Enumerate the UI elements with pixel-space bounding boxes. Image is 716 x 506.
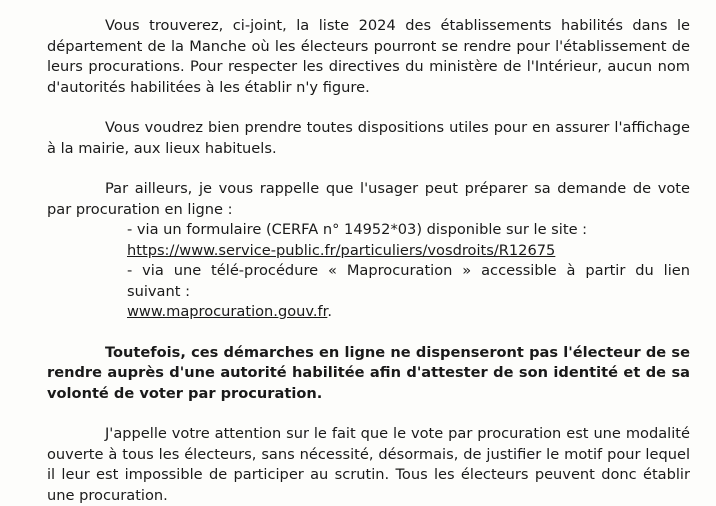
list-item-teleprocedure-suffix: . (327, 303, 332, 320)
procuration-methods-list (127, 220, 690, 323)
list-item-formulaire (127, 220, 690, 261)
paragraph-liste-etablissements: Vous trouverez, ci-joint, la liste 2024 des établissements habilités dans le département de la Manche où les électeurs pourront se rendre pour l'établissement de leurs procurations. Pour respecter les directives du ministère de l'Intérieur, aucun nom d'autorités habilitées à les établir n'y figure. (47, 17, 690, 96)
list-item-teleprocedure (127, 261, 690, 323)
list-item-teleprocedure-text: - via une télé-procédure « Maprocuration » accessible à partir du lien suivant : (127, 262, 690, 300)
service-public-link[interactable]: https://www.service-public.fr/particuliers/vosdroits/R12675 (127, 241, 556, 259)
paragraph-modalite: J'appelle votre attention sur le fait que le vote par procuration est une modalité ouverte à tous les électeurs, sans nécessité, désormais, de justifier le motif pour lequel il leur est impossible de participer au scrutin. Tous les électeurs peuvent donc établir une procuration. (47, 425, 690, 504)
list-item-formulaire-text: - via un formulaire (CERFA n° 14952*03) disponible sur le site : (127, 221, 588, 238)
paragraph-avertissement: Toutefois, ces démarches en ligne ne dispenseront pas l'électeur de se rendre auprès d'une autorité habilitée afin d'attester de son identité et de sa volonté de voter par procuration. (47, 343, 690, 402)
paragraph-affichage: Vous voudrez bien prendre toutes dispositions utiles pour en assurer l'affichage à la mairie, aux lieux habituels. (47, 119, 690, 157)
paragraph-rappel-procuration: Par ailleurs, je vous rappelle que l'usager peut préparer sa demande de vote par procuration en ligne : (47, 180, 690, 218)
maprocuration-link[interactable]: www.maprocuration.gouv.fr (127, 303, 328, 320)
